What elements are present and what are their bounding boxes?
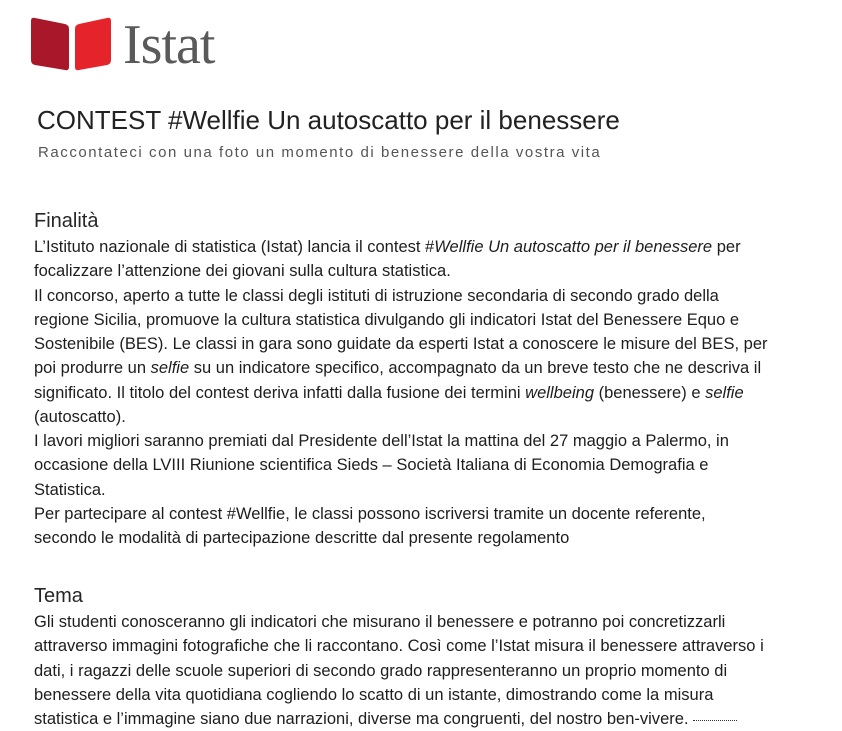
paragraph-line: I lavori migliori saranno premiati dal Presidente dell’Istat la mattina del 27 maggio a Palermo, in [34,431,729,450]
paragraph-line: L’Istituto nazionale di statistica (Istat) lancia il contest #Wellfie Un autoscatto per il benessere per [34,237,741,256]
istat-logo [29,14,215,76]
paragraph-line: poi produrre un selfie su un indicatore specifico, accompagnato da un breve testo che ne descriva il [34,358,762,378]
section-heading-tema: Tema [34,585,83,607]
paragraph-line: Sostenibile (BES). Le classi in gara sono guidate da esperti Istat a conoscere le misure del BES, per [34,334,768,353]
paragraph-line: statistica e l’immagine siano due narrazioni, diverse ma congruenti, del nostro ben-vivere. [34,707,842,731]
paragraph-line: attraverso immagini fotografiche che li raccontano. Così come l’Istat misura il benessere attraverso i [34,636,764,656]
paragraph-line: dati, i ragazzi delle scuole superiori di secondo grado rappresenteranno un proprio momento di [34,660,728,680]
document-title: CONTEST #Wellfie Un autoscatto per il benessere [37,105,620,135]
paragraph-line: occasione della LVIII Riunione scientifica Sieds – Società Italiana di Economia Demografia e [34,455,709,475]
paragraph-line: Gli studenti conosceranno gli indicatori che misurano il benessere e potranno poi concretizzarli [34,612,726,631]
paragraph-line: Il concorso, aperto a tutte le classi degli istituti di istruzione secondaria di secondo grado della [34,285,719,305]
paragraph-line: benessere della vita quotidiana cogliendo lo scatto di un istante, dimostrando come la misura [34,684,714,704]
paragraph-line: significato. Il titolo del contest deriva infatti dalla fusione dei termini wellbeing (benessere) e selfie [34,382,744,402]
paragraph-line: regione Sicilia, promuove la cultura statistica divulgando gli indicatori Istat del Benessere Equo e [34,309,740,329]
section-body-tema [34,610,842,731]
paragraph-line: focalizzare l’attenzione dei giovani sulla cultura statistica. [34,261,451,281]
section-body-finalita [34,235,842,550]
paragraph-line: Statistica. [34,479,106,499]
section-heading-finalita: Finalità [34,210,99,232]
dotted-leader [693,720,737,721]
paragraph-line: (autoscatto). [34,406,126,426]
istat-logo-wordmark: Istat [123,14,215,76]
paragraph-line: Per partecipare al contest #Wellfie, le classi possono iscriversi tramite un docente referente, [34,503,706,523]
document-subtitle: Raccontateci con una foto un momento di benessere della vostra vita [38,144,602,161]
paragraph-line: secondo le modalità di partecipazione descritte dal presente regolamento [34,528,570,547]
istat-logo-mark-icon [29,15,113,71]
